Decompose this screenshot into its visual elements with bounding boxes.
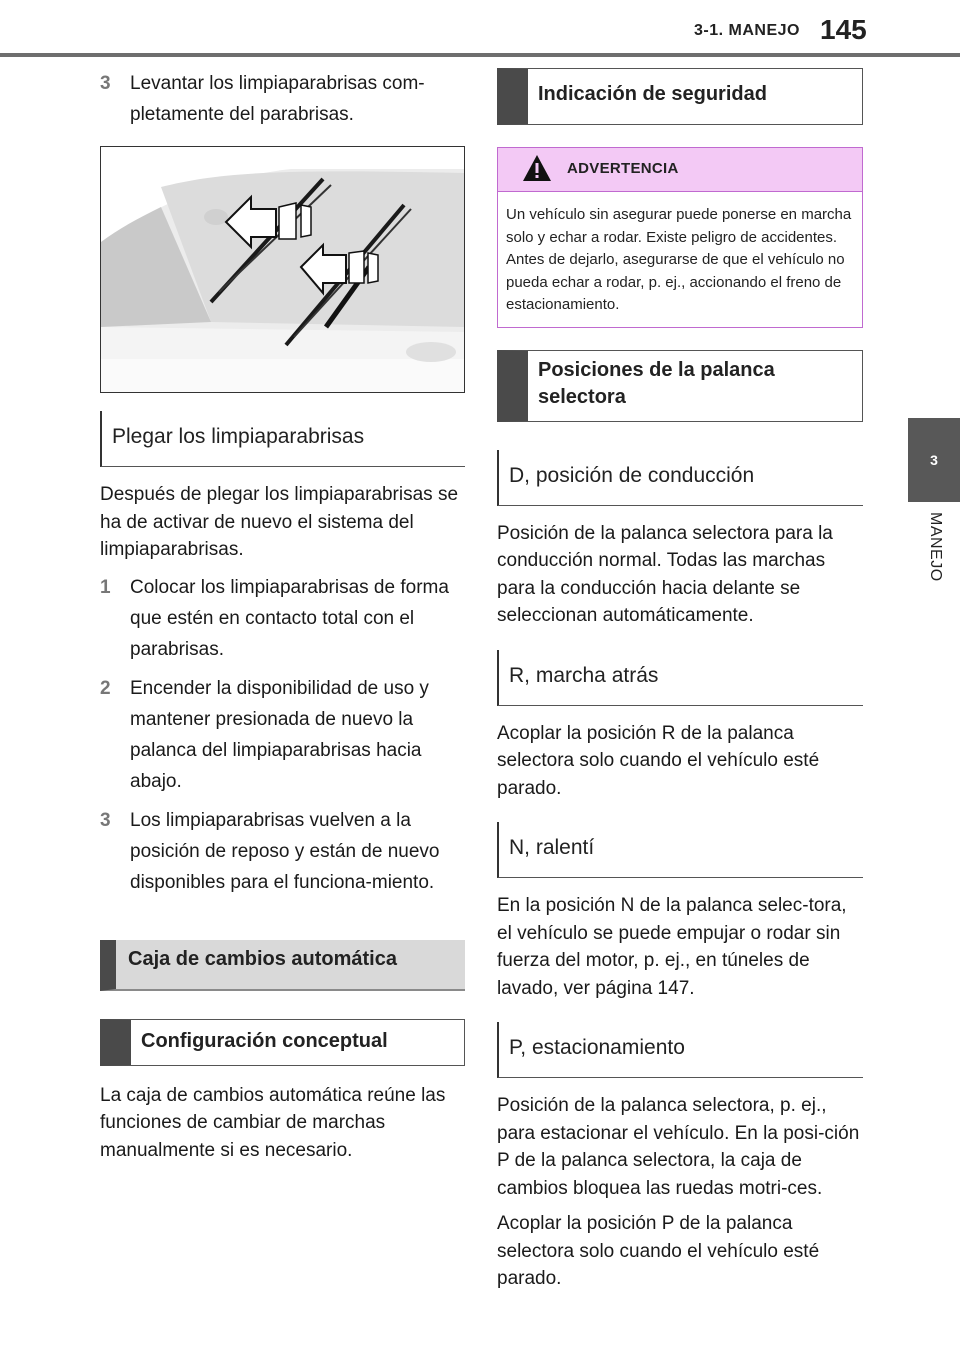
n-heading: N, ralentí xyxy=(497,822,863,878)
chapter-label: MANEJO xyxy=(927,512,944,582)
wiper-figure xyxy=(100,146,465,393)
step-text: Los limpiaparabrisas vuelven a la posición de reposo y están de nuevo disponibles para el funciona-miento. xyxy=(130,809,440,893)
warning-title: ADVERTENCIA xyxy=(567,160,679,177)
step-text: Levantar los limpiaparabrisas com-pletamente del parabrisas. xyxy=(130,73,425,125)
wiper-illustration xyxy=(101,147,464,392)
p-text-2: Acoplar la posición P de la palanca selectora solo cuando el vehículo esté parado. xyxy=(497,1213,820,1289)
auto-gearbox-heading: Caja de cambios automática xyxy=(100,940,465,991)
step-number: 2 xyxy=(100,677,111,699)
step-number: 3 xyxy=(100,73,111,94)
r-heading: R, marcha atrás xyxy=(497,650,863,706)
header-rule xyxy=(0,53,960,57)
positions-heading: Posiciones de la palanca selectora xyxy=(497,350,863,422)
step-text: Encender la disponibilidad de uso y mantener presionada de nuevo la palanca del limpiaparabrisas hacia abajo. xyxy=(130,677,429,792)
step-text: Colocar los limpiaparabrisas de forma que estén en contacto total con el parabrisas. xyxy=(130,576,449,660)
step-item xyxy=(100,68,465,130)
concept-text: La caja de cambios automática reúne las funciones de cambiar de marchas manualmente si es necesario. xyxy=(100,1084,446,1161)
running-header: 3-1. MANEJO xyxy=(694,22,800,39)
page-number: 145 xyxy=(820,14,867,45)
step-item xyxy=(100,673,465,797)
r-text: Acoplar la posición R de la palanca selectora solo cuando el vehículo esté parado. xyxy=(497,722,820,799)
chapter-tab: 3 xyxy=(908,418,960,502)
warning-header xyxy=(498,148,862,192)
step-number: 1 xyxy=(100,576,111,598)
d-heading: D, posición de conducción xyxy=(497,450,863,506)
warning-box xyxy=(497,147,863,328)
fold-intro: Después de plegar los limpiaparabrisas se ha de activar de nuevo el sistema del limpiaparabrisas. xyxy=(100,484,459,560)
step-number: 3 xyxy=(100,809,111,831)
step-item xyxy=(100,572,465,665)
d-text: Posición de la palanca selectora para la conducción normal. Todas las marchas para la conducción hacia delante se seleccionan automáticamente. xyxy=(497,522,833,626)
warning-triangle-icon xyxy=(522,154,552,187)
step-item xyxy=(100,805,465,898)
warning-text: Un vehículo sin asegurar puede ponerse en marcha solo y echar a rodar. Existe peligro de accidentes. Antes de dejarlo, asegurarse de que el vehículo no pueda echar a rodar, p. ej., accionando el freno de estacionamiento. xyxy=(506,206,852,313)
p-text: Posición de la palanca selectora, p. ej., para estacionar el vehículo. En la posi-ción P de la palanca selectora, la caja de cambios bloquea las ruedas motri-ces. xyxy=(497,1095,860,1199)
safety-heading: Indicación de seguridad xyxy=(497,68,863,125)
fold-heading: Plegar los limpiaparabrisas xyxy=(100,411,465,467)
left-column xyxy=(100,68,465,1172)
concept-heading: Configuración conceptual xyxy=(100,1019,465,1066)
p-heading: P, estacionamiento xyxy=(497,1022,863,1078)
n-text: En la posición N de la palanca selec-tora, el vehículo se puede empujar o rodar sin fuerza del motor, p. ej., en túneles de lavado, ver página 147. xyxy=(497,895,847,999)
right-column xyxy=(497,68,863,1301)
